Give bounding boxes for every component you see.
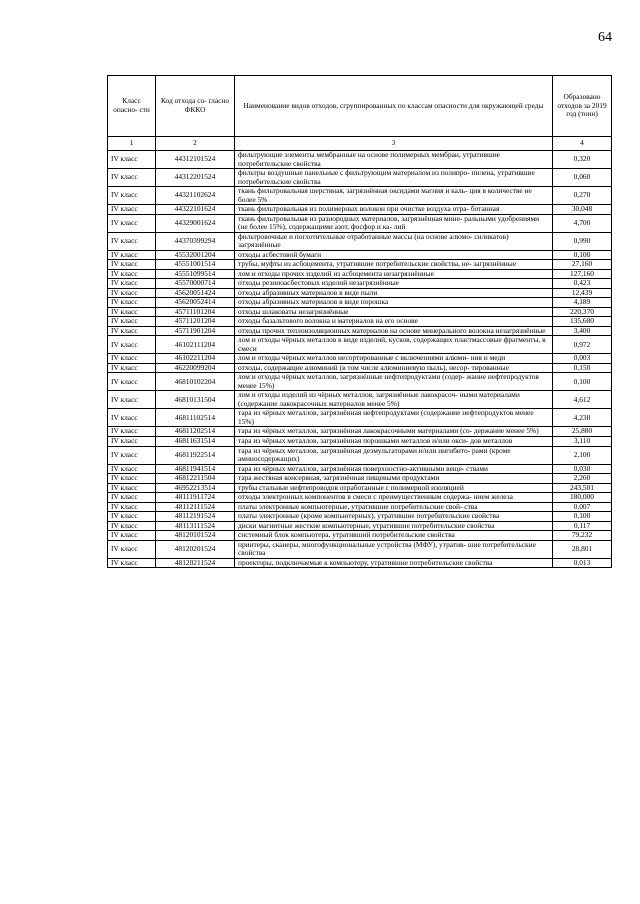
waste-class: IV класс [108,317,156,327]
table-row [108,464,612,474]
waste-amount: 4,238 [553,409,612,427]
waste-amount: 4,612 [553,391,612,409]
table-row [108,493,612,503]
waste-class: IV класс [108,483,156,493]
table-row [108,336,612,354]
waste-code: 45620051424 [156,288,235,298]
waste-amount: 0,990 [553,232,612,250]
table-row [108,474,612,484]
table-row [108,307,612,317]
waste-class: IV класс [108,298,156,308]
waste-name: лом и отходы чёрных металлов, загрязнённые нефтепродуктами (содер- жание нефтепродуктов менее 15%) [235,373,553,391]
table-row [108,391,612,409]
waste-amount: 0,060 [553,169,612,187]
waste-name: тара из чёрных металлов, загрязнённая деэмульгаторами и/или ингибито- рами (кроме аминосодержащих) [235,446,553,464]
waste-amount: 0,007 [553,502,612,512]
waste-code: 46812211504 [156,474,235,484]
waste-code: 46811202514 [156,427,235,437]
waste-amount: 3,400 [553,326,612,336]
table-row [108,269,612,279]
table-row [108,409,612,427]
waste-code: 46220099204 [156,363,235,373]
table-row [108,512,612,522]
waste-class: IV класс [108,436,156,446]
table-row [108,483,612,493]
waste-class: IV класс [108,336,156,354]
header-class: Класс опасно- сти [108,76,156,137]
waste-amount: 0,150 [553,363,612,373]
table-row [108,363,612,373]
waste-class: IV класс [108,288,156,298]
waste-amount: 180,000 [553,493,612,503]
waste-amount: 243,501 [553,483,612,493]
waste-amount: 30,048 [553,205,612,215]
table-row [108,502,612,512]
waste-amount: 4,700 [553,214,612,232]
waste-code: 45711101204 [156,307,235,317]
table-row [108,151,612,169]
waste-code: 46811922514 [156,446,235,464]
waste-class: IV класс [108,512,156,522]
waste-amount: 25,880 [553,427,612,437]
waste-amount: 0,972 [553,336,612,354]
waste-name: отходы прочих теплоизоляционных материалов на основе минерального волокна незагрязнённые [235,326,553,336]
waste-class: IV класс [108,250,156,260]
waste-name: тара из чёрных металлов, загрязнённая порошками металлов и/или окси- дов металлов [235,436,553,446]
waste-class: IV класс [108,531,156,541]
waste-code: 45570000714 [156,279,235,289]
waste-name: отходы абразивных материалов в виде порошка [235,298,553,308]
waste-name: отходы абразивных материалов в виде пыли [235,288,553,298]
waste-amount: 0,100 [553,250,612,260]
waste-code: 45620052414 [156,298,235,308]
waste-name: тара из чёрных металлов, загрязнённая нефтепродуктами (содержание нефтепродуктов менее 15%) [235,409,553,427]
table-row [108,205,612,215]
table-row [108,531,612,541]
table-row [108,288,612,298]
table-row [108,298,612,308]
waste-class: IV класс [108,558,156,568]
waste-name: платы электронные компьютерные, утратившие потребительские свой- ства [235,502,553,512]
waste-class: IV класс [108,151,156,169]
waste-code: 44312201524 [156,169,235,187]
waste-name: фильтры воздушные панельные с фильтрующим материалом из полипро- пилена, утратившие потребительские свойства [235,169,553,187]
waste-name: фильтрующие элементы мембранные на основе полимерных мембран, утратившие потребительские свойства [235,151,553,169]
waste-name: ткань фильтровальная из разнородных материалов, загрязнённая мине- ральными удобрениями (не более 15%), содержащими азот, фосфор и ка- лий [235,214,553,232]
column-number: 1 [108,137,156,151]
waste-amount: 27,160 [553,260,612,270]
column-number: 3 [235,137,553,151]
waste-class: IV класс [108,446,156,464]
table-row [108,317,612,327]
waste-name: проекторы, подключаемые к компьютеру, утратившие потребительские свойства [235,558,553,568]
waste-amount: 28,801 [553,540,612,558]
header-amount: Образовано отходов за 2019 год (тонн) [553,76,612,137]
table-row [108,214,612,232]
waste-code: 46952213514 [156,483,235,493]
waste-code: 48120211524 [156,558,235,568]
table-row [108,427,612,437]
waste-name: тара из чёрных металлов, загрязнённая поверхностно-активными веще- ствами [235,464,553,474]
waste-class: IV класс [108,464,156,474]
header-code: Код отхода со- гласно ФККО [156,76,235,137]
waste-code: 48113111524 [156,521,235,531]
waste-amount: 3,110 [553,436,612,446]
waste-code: 46811941514 [156,464,235,474]
waste-name: отходы шлаковаты незагрязнённые [235,307,553,317]
waste-class: IV класс [108,427,156,437]
waste-name: лом и отходы чёрных металлов в виде изделий, кусков, содержащих пластмассовые фрагменты, в смеси [235,336,553,354]
table-row [108,169,612,187]
page-number: 64 [598,30,612,45]
waste-table [107,75,612,568]
waste-class: IV класс [108,187,156,205]
waste-class: IV класс [108,373,156,391]
column-number: 4 [553,137,612,151]
waste-amount: 135,680 [553,317,612,327]
waste-amount: 0,100 [553,512,612,522]
waste-class: IV класс [108,279,156,289]
table-row [108,436,612,446]
table-row [108,260,612,270]
waste-amount: 0,320 [553,151,612,169]
waste-code: 46102111204 [156,336,235,354]
waste-class: IV класс [108,540,156,558]
waste-class: IV класс [108,269,156,279]
waste-code: 45532001204 [156,250,235,260]
waste-code: 45711901204 [156,326,235,336]
waste-name: трубы, муфты из асбоцемента, утратившие потребительские свойства, не- загрязнённые [235,260,553,270]
waste-class: IV класс [108,326,156,336]
waste-code: 45711201204 [156,317,235,327]
waste-class: IV класс [108,354,156,364]
waste-code: 44329001624 [156,214,235,232]
table-body [108,137,612,568]
waste-code: 45551099514 [156,269,235,279]
waste-name: системный блок компьютера, утративший потребительские свойства [235,531,553,541]
waste-amount: 2,100 [553,446,612,464]
waste-amount: 12,439 [553,288,612,298]
waste-class: IV класс [108,214,156,232]
waste-class: IV класс [108,474,156,484]
waste-name: лом и отходы изделий из чёрных металлов, загрязнённые лакокрасоч- ными материалами (содержание лакокрасочных материалов менее 5%) [235,391,553,409]
waste-name: платы электронные (кроме компьютерных), утратившие потребительские свойства [235,512,553,522]
waste-class: IV класс [108,493,156,503]
waste-class: IV класс [108,363,156,373]
waste-amount: 0,270 [553,187,612,205]
waste-code: 44370399294 [156,232,235,250]
waste-class: IV класс [108,409,156,427]
waste-code: 48111911724 [156,493,235,503]
waste-class: IV класс [108,205,156,215]
waste-amount: 2,260 [553,474,612,484]
table-row [108,540,612,558]
column-number: 2 [156,137,235,151]
table-row [108,232,612,250]
waste-amount: 79,232 [553,531,612,541]
waste-code: 48120101524 [156,531,235,541]
waste-name: ткань фильтровальная шерстяная, загрязнённая оксидами магния и каль- ция в количестве не более 5% [235,187,553,205]
waste-name: ткань фильтровальная из полимерных волокон при очистке воздуха отра- ботанная [235,205,553,215]
table-header-row [108,76,612,137]
waste-name: отходы резиноасбестовых изделий незагрязнённые [235,279,553,289]
waste-class: IV класс [108,307,156,317]
waste-name: диски магнитные жесткие компьютерные, утратившие потребительские свойства [235,521,553,531]
waste-code: 44322101624 [156,205,235,215]
table-row [108,558,612,568]
waste-name: лом и отходы чёрных металлов несортированные с включениями алюми- ния и меди [235,354,553,364]
header-name: Наименование видов отходов, сгруппированных по классам опасности для окружающей среды [235,76,553,137]
waste-name: отходы электронных компонентов в смеси с преимущественным содержа- нием железа [235,493,553,503]
waste-code: 46810102204 [156,373,235,391]
waste-name: тара из чёрных металлов, загрязнённая лакокрасочными материалами (со- держание менее 5%) [235,427,553,437]
waste-amount: 0,030 [553,464,612,474]
waste-amount: 0,100 [553,373,612,391]
table-row [108,373,612,391]
waste-class: IV класс [108,169,156,187]
waste-name: принтеры, сканеры, многофункциональные устройства (МФУ), утратив- шие потребительские свойства [235,540,553,558]
waste-name: отходы, содержащие алюминий (в том числе алюминиевую пыль), несор- тированные [235,363,553,373]
table-row [108,446,612,464]
table-row [108,187,612,205]
table-row [108,521,612,531]
waste-code: 48112111524 [156,502,235,512]
table-row [108,250,612,260]
column-number-row [108,137,612,151]
table-row [108,279,612,289]
waste-class: IV класс [108,391,156,409]
waste-name: отходы асбестовой бумаги [235,250,553,260]
waste-code: 45551001514 [156,260,235,270]
waste-code: 44312101524 [156,151,235,169]
waste-amount: 0,003 [553,354,612,364]
waste-amount: 0,117 [553,521,612,531]
waste-code: 48112191524 [156,512,235,522]
waste-name: фильтровочные и поглотительные отработанные массы (на основе алюмо- силикатов) загрязнённые [235,232,553,250]
waste-amount: 0,013 [553,558,612,568]
waste-class: IV класс [108,502,156,512]
waste-code: 48120201524 [156,540,235,558]
waste-code: 46102211204 [156,354,235,364]
waste-amount: 220,370 [553,307,612,317]
waste-code: 46811631514 [156,436,235,446]
waste-name: отходы базальтового волокна и материалов на его основе [235,317,553,327]
waste-class: IV класс [108,521,156,531]
waste-code: 46810131504 [156,391,235,409]
waste-class: IV класс [108,260,156,270]
waste-amount: 127,160 [553,269,612,279]
waste-class: IV класс [108,232,156,250]
waste-name: трубы стальные нефтепроводов отработанные с полимерной изоляцией [235,483,553,493]
waste-name: тара жестяная консервная, загрязнённая пищевыми продуктами [235,474,553,484]
waste-name: лом и отходы прочих изделий из асбоцемента незагрязнённые [235,269,553,279]
waste-code: 46811102514 [156,409,235,427]
table-row [108,326,612,336]
waste-code: 44321102624 [156,187,235,205]
waste-amount: 4,189 [553,298,612,308]
table-row [108,354,612,364]
waste-amount: 0,423 [553,279,612,289]
